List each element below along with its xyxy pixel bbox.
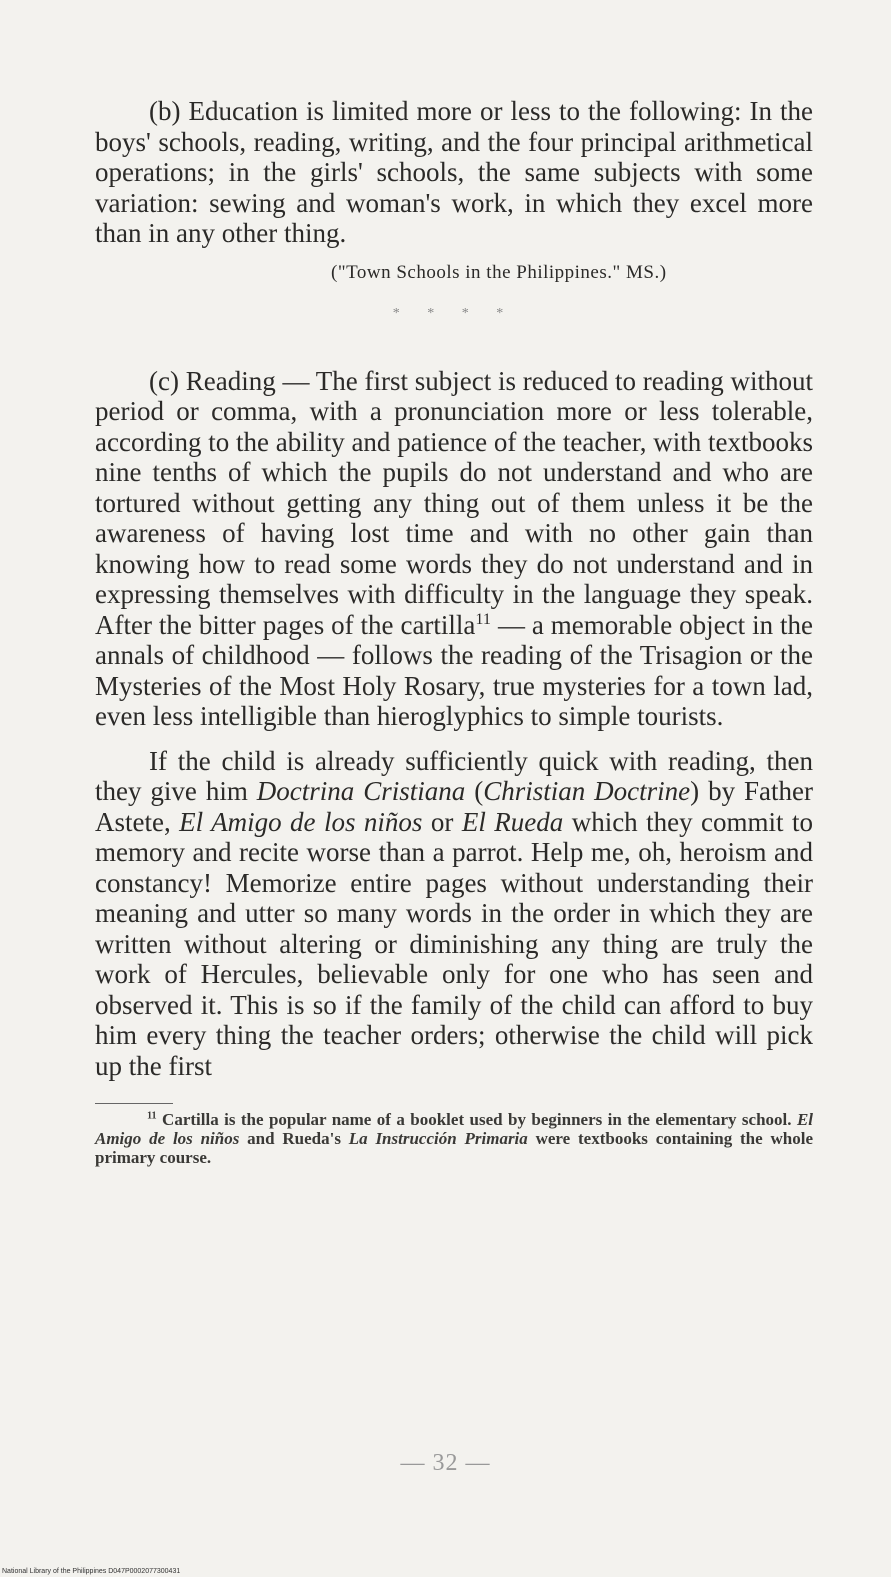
paragraph-c-text-2: — a memorable object in the annals of childhood — follows the reading of the Trisagion or the Mysteries of the Most Holy Rosary, true mysteries for a town lad, even less intelligible than hieroglyphics to simple tourists. bbox=[95, 609, 813, 731]
scan-credit: National Library of the Philippines D047P0002077300431 bbox=[2, 1568, 181, 1575]
title-doctrina-cristiana: Doctrina Cristiana bbox=[256, 776, 466, 806]
footnote-reference: 11 bbox=[475, 609, 492, 628]
footnote-title-2: La Instrucción Primaria bbox=[348, 1129, 528, 1148]
footnote-title-1: El Amigo de los niños bbox=[95, 1110, 813, 1148]
footnote bbox=[95, 1110, 813, 1167]
paragraph-d-text-1: If the child is already sufficiently quick with reading, then they give him bbox=[95, 745, 813, 806]
section-separator: * * * * bbox=[392, 305, 516, 321]
paragraph-c-text-1: (c) Reading — The first subject is reduced to reading without period or comma, with a pronunciation more or less tolerable, according to the ability and patience of the teacher, with textbooks nine tenths of which the pupils do not understand and who are tortured without getting any thing out of them unless it be the awareness of having lost time and with no other gain than knowing how to read some words they do not understand and in expressing themselves with difficulty in the language they speak. After the bitter pages of the cartilla bbox=[95, 365, 813, 640]
page-body bbox=[95, 96, 813, 1184]
paragraph-d-text-5: which they commit to memory and recite worse than a parrot. Help me, oh, heroism and constancy! Memorize entire pages without understanding their meaning and utter so many words in the order in which they are written without altering or diminishing any thing are truly the work of Hercules, believable only for one who has seen and observed it. This is so if the family of the child can afford to buy him every thing the teacher orders; otherwise the child will pick up the first bbox=[95, 806, 813, 1081]
title-christian-doctrine: Christian Doctrine bbox=[483, 776, 691, 806]
footnote-number: 11 bbox=[147, 1110, 157, 1122]
footnote-text-3: were textbooks containing the whole primary course. bbox=[95, 1129, 813, 1167]
paragraph-c bbox=[95, 366, 813, 732]
footnote-divider bbox=[95, 1103, 173, 1104]
paragraph-b: (b) Education is limited more or less to the following: In the boys' schools, reading, writing, and the four principal arithmetical operations; in the girls' schools, the same subjects with some variation: sewing and woman's work, in which they excel more than in any other thing. bbox=[95, 96, 813, 248]
page-number: — 32 — bbox=[400, 1450, 491, 1476]
title-el-amigo: El Amigo de los niños bbox=[179, 806, 423, 837]
paragraph-d-text-4: or bbox=[422, 806, 462, 837]
paragraph-d bbox=[95, 746, 813, 1082]
title-el-rueda: El Rueda bbox=[461, 806, 564, 837]
paragraph-d-text-2: ( bbox=[465, 776, 484, 806]
citation: ("Town Schools in the Philippines." MS.) bbox=[331, 261, 667, 283]
paragraph-d-text-3: ) by Father Astete, bbox=[95, 776, 813, 837]
footnote-text-1: Cartilla is the popular name of a booklet used by beginners in the elementary school. bbox=[156, 1110, 797, 1129]
footnote-text-2: and Rueda's bbox=[239, 1129, 349, 1148]
